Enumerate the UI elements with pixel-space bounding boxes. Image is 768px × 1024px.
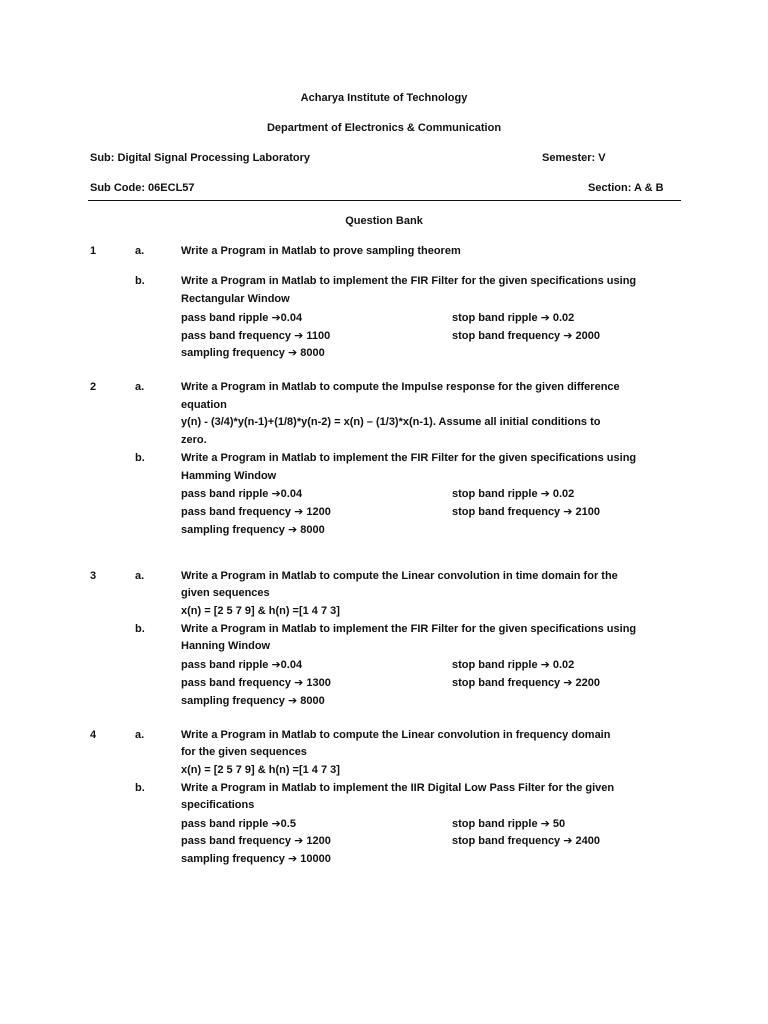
question-text: Write a Program in Matlab to compute the Impulse response for the given difference xyxy=(181,381,620,393)
spec-stop-band-ripple: stop band ripple ➔ 0.02 xyxy=(452,312,575,324)
spec-stop-band-frequency: stop band frequency ➔ 2000 xyxy=(452,330,600,342)
spec-pass-band-frequency: pass band frequency ➔ 1100 xyxy=(181,330,331,342)
spec-sampling-frequency: sampling frequency ➔ 8000 xyxy=(181,347,325,359)
question-number: 2 xyxy=(90,381,97,393)
part-letter: a. xyxy=(135,570,145,582)
question-text: for the given sequences xyxy=(181,746,307,758)
part-letter: b. xyxy=(135,452,145,464)
part-letter: a. xyxy=(135,381,145,393)
spec-pass-band-ripple: pass band ripple ➔0.04 xyxy=(181,312,303,324)
part-letter: b. xyxy=(135,275,145,287)
department-name: Department of Electronics & Communication xyxy=(266,122,502,134)
question-text: Write a Program in Matlab to implement the FIR Filter for the given specifications using xyxy=(181,623,637,635)
spec-stop-band-ripple: stop band ripple ➔ 0.02 xyxy=(452,488,575,500)
spec-pass-band-frequency: pass band frequency ➔ 1200 xyxy=(181,506,331,518)
question-text: Hamming Window xyxy=(181,470,277,482)
spec-pass-band-frequency: pass band frequency ➔ 1200 xyxy=(181,835,331,847)
question-text: equation xyxy=(181,399,227,411)
question-number: 1 xyxy=(90,245,97,257)
question-text: Write a Program in Matlab to implement the IIR Digital Low Pass Filter for the given xyxy=(181,782,615,794)
question-text: specifications xyxy=(181,799,255,811)
sub-code-label: Sub Code: 06ECL57 xyxy=(90,182,195,194)
spec-sampling-frequency: sampling frequency ➔ 8000 xyxy=(181,524,325,536)
spec-pass-band-frequency: pass band frequency ➔ 1300 xyxy=(181,677,331,689)
part-letter: a. xyxy=(135,729,145,741)
institute-name: Acharya Institute of Technology xyxy=(300,92,468,104)
part-letter: b. xyxy=(135,782,145,794)
spec-stop-band-ripple: stop band ripple ➔ 50 xyxy=(452,818,566,830)
sequence-definition: x(n) = [2 5 7 9] & h(n) =[1 4 7 3] xyxy=(181,764,340,776)
question-number: 4 xyxy=(90,729,97,741)
question-text: Hanning Window xyxy=(181,640,271,652)
sequence-definition: x(n) = [2 5 7 9] & h(n) =[1 4 7 3] xyxy=(181,605,340,617)
part-letter: a. xyxy=(135,245,145,257)
spec-stop-band-frequency: stop band frequency ➔ 2100 xyxy=(452,506,600,518)
question-text: given sequences xyxy=(181,587,270,599)
semester-label: Semester: V xyxy=(542,152,606,164)
header-divider xyxy=(88,200,681,201)
spec-pass-band-ripple: pass band ripple ➔0.04 xyxy=(181,488,303,500)
spec-sampling-frequency: sampling frequency ➔ 8000 xyxy=(181,695,325,707)
spec-stop-band-ripple: stop band ripple ➔ 0.02 xyxy=(452,659,575,671)
section-label: Section: A & B xyxy=(588,182,664,194)
question-text: Rectangular Window xyxy=(181,293,290,305)
question-text: Write a Program in Matlab to implement the FIR Filter for the given specifications using xyxy=(181,275,637,287)
spec-pass-band-ripple: pass band ripple ➔0.04 xyxy=(181,659,303,671)
spec-stop-band-frequency: stop band frequency ➔ 2200 xyxy=(452,677,600,689)
part-letter: b. xyxy=(135,623,145,635)
question-text: Write a Program in Matlab to compute the Linear convolution in frequency domain xyxy=(181,729,611,741)
spec-pass-band-ripple: pass band ripple ➔0.5 xyxy=(181,818,296,830)
question-number: 3 xyxy=(90,570,97,582)
question-text: Write a Program in Matlab to implement the FIR Filter for the given specifications using xyxy=(181,452,637,464)
page-title: Question Bank xyxy=(345,215,423,227)
question-text: Write a Program in Matlab to prove sampling theorem xyxy=(181,245,461,257)
question-text: Write a Program in Matlab to compute the Linear convolution in time domain for the xyxy=(181,570,618,582)
difference-equation: y(n) - (3/4)*y(n-1)+(1/8)*y(n-2) = x(n) – (1/3)*x(n-1). Assume all initial conditions to xyxy=(181,416,601,428)
spec-sampling-frequency: sampling frequency ➔ 10000 xyxy=(181,853,331,865)
question-text: zero. xyxy=(181,434,207,446)
spec-stop-band-frequency: stop band frequency ➔ 2400 xyxy=(452,835,600,847)
subject-label: Sub: Digital Signal Processing Laboratory xyxy=(90,152,311,164)
